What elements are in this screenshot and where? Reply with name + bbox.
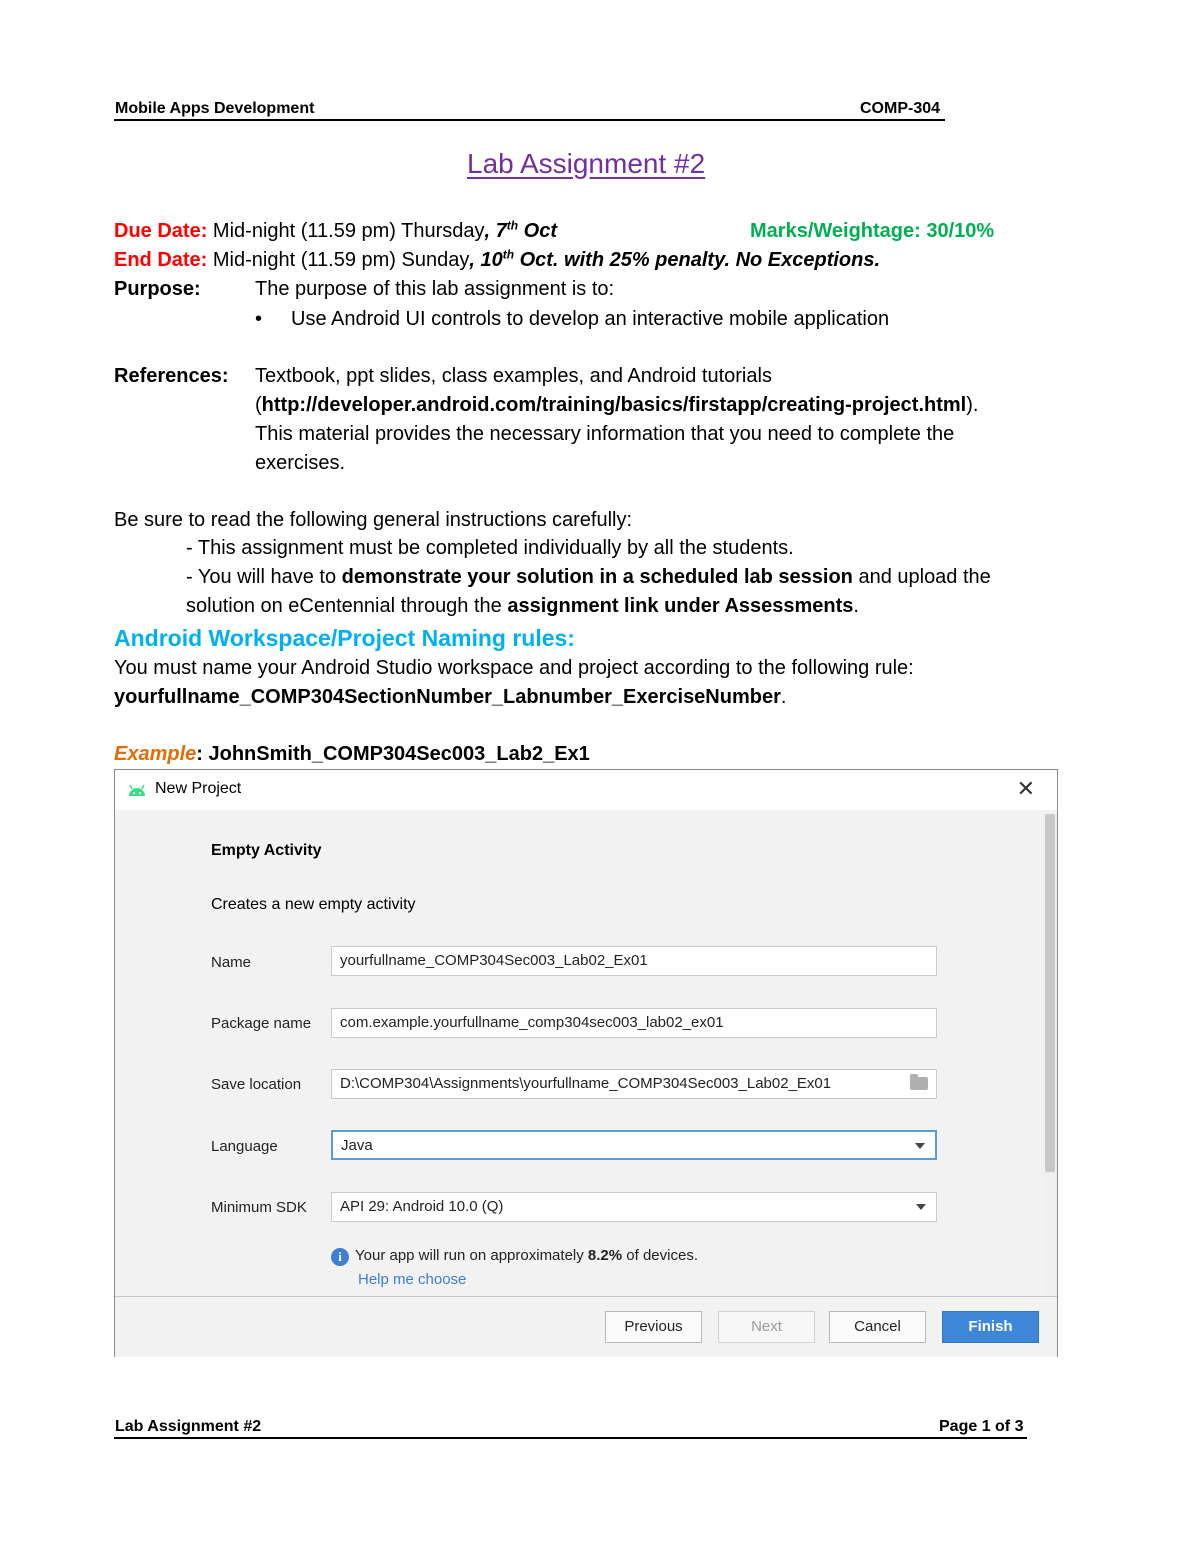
purpose-bullet: Use Android UI controls to develop an interactive mobile application bbox=[291, 308, 890, 330]
end-date-label: End Date: bbox=[114, 249, 208, 271]
page-title: Lab Assignment #2 bbox=[467, 148, 706, 179]
info-icon: i bbox=[331, 1248, 349, 1266]
name-field[interactable]: yourfullname_COMP304Sec003_Lab02_Ex01 bbox=[331, 946, 937, 976]
due-date-label: Due Date bbox=[114, 220, 201, 242]
language-label: Language bbox=[211, 1138, 278, 1155]
instructions-intro: Be sure to read the following general instructions carefully: bbox=[114, 509, 633, 531]
chevron-down-icon[interactable] bbox=[916, 1204, 926, 1210]
references-line4: exercises. bbox=[255, 452, 346, 474]
help-me-choose-link[interactable]: Help me choose bbox=[358, 1271, 467, 1288]
new-project-dialog bbox=[114, 769, 1058, 1357]
template-heading: Empty Activity bbox=[211, 842, 322, 859]
references-url[interactable]: http://developer.android.com/training/basics/firstapp/creating-project.html bbox=[261, 394, 967, 416]
scrollbar-thumb[interactable] bbox=[1045, 814, 1055, 1172]
naming-rule: yourfullname_COMP304SectionNumber_Labnumber_ExerciseNumber. bbox=[114, 686, 787, 708]
end-date-text: Mid-night (11.59 pm) Sunday bbox=[207, 249, 470, 271]
previous-button[interactable]: Previous bbox=[605, 1311, 702, 1343]
references-label: References: bbox=[114, 365, 229, 387]
due-date-text: Mid-night (11.59 pm) Thursday bbox=[207, 220, 485, 242]
purpose-label: Purpose: bbox=[114, 278, 201, 300]
dialog-titlebar bbox=[115, 770, 1057, 810]
bullet-dot: • bbox=[255, 308, 263, 330]
chevron-down-icon[interactable] bbox=[915, 1143, 925, 1149]
instructions-item-2-cont: solution on eCentennial through the assignment link under Assessments. bbox=[186, 595, 859, 617]
end-date-line: End Date: Mid-night (11.59 pm) Sunday, 10th Oct. with 25% penalty. No Exceptions. bbox=[114, 247, 881, 271]
name-label: Name bbox=[211, 954, 252, 971]
dialog-title: New Project bbox=[155, 780, 242, 797]
naming-heading: Android Workspace/Project Naming rules: bbox=[114, 625, 575, 651]
template-subtitle: Creates a new empty activity bbox=[211, 896, 416, 913]
minimum-sdk-select[interactable] bbox=[331, 1192, 937, 1222]
header-course-name: Mobile Apps Development bbox=[115, 100, 315, 117]
marks-weightage: Marks/Weightage: 30/10% bbox=[750, 220, 995, 242]
next-button[interactable]: Next bbox=[718, 1311, 815, 1343]
due-date-line: Due Date: Mid-night (11.59 pm) Thursday, 7th Oct bbox=[114, 218, 558, 242]
save-location-value: D:\COMP304\Assignments\yourfullname_COMP304Sec003_Lab02_Ex01 bbox=[340, 1075, 832, 1092]
close-icon[interactable]: ✕ bbox=[1016, 776, 1035, 801]
header-course-code: COMP-304 bbox=[860, 100, 941, 117]
header-rule bbox=[114, 119, 945, 121]
due-date-month: Oct bbox=[518, 220, 558, 242]
footer-rule bbox=[114, 1437, 1027, 1439]
example-label: Example bbox=[114, 743, 197, 765]
minimum-sdk-value: API 29: Android 10.0 (Q) bbox=[340, 1198, 504, 1215]
folder-icon[interactable] bbox=[910, 1077, 928, 1090]
minimum-sdk-label: Minimum SDK bbox=[211, 1199, 307, 1216]
instructions-item-2: - You will have to demonstrate your solution in a scheduled lab session and upload the bbox=[186, 566, 991, 588]
save-location-label: Save location bbox=[211, 1076, 302, 1093]
due-date-day: 7 bbox=[495, 220, 507, 242]
package-name-field[interactable]: com.example.yourfullname_comp304sec003_lab02_ex01 bbox=[331, 1008, 937, 1038]
finish-button[interactable]: Finish bbox=[942, 1311, 1039, 1343]
package-name-label: Package name bbox=[211, 1015, 312, 1032]
scrollbar[interactable] bbox=[1043, 810, 1057, 1296]
footer-page-number: Page 1 of 3 bbox=[939, 1418, 1024, 1435]
save-location-field[interactable] bbox=[331, 1069, 937, 1099]
dialog-body bbox=[115, 810, 1043, 1296]
references-line3: This material provides the necessary information that you need to complete the bbox=[255, 423, 955, 445]
language-value: Java bbox=[341, 1137, 373, 1154]
footer-left: Lab Assignment #2 bbox=[115, 1418, 262, 1435]
device-coverage-text: Your app will run on approximately 8.2% of devices. bbox=[355, 1247, 698, 1264]
cancel-button[interactable]: Cancel bbox=[829, 1311, 926, 1343]
references-url-line: (http://developer.android.com/training/basics/firstapp/creating-project.html). bbox=[255, 394, 979, 416]
instructions-item-1: - This assignment must be completed individually by all the students. bbox=[186, 537, 794, 559]
naming-text: You must name your Android Studio workspace and project according to the following rule: bbox=[114, 657, 914, 679]
purpose-text: The purpose of this lab assignment is to: bbox=[255, 278, 615, 300]
end-date-penalty: Oct. with 25% penalty. No Exceptions. bbox=[514, 249, 881, 271]
example-value: JohnSmith_COMP304Sec003_Lab2_Ex1 bbox=[208, 743, 590, 765]
references-line1: Textbook, ppt slides, class examples, and Android tutorials bbox=[255, 365, 772, 387]
example-line: Example: JohnSmith_COMP304Sec003_Lab2_Ex1 bbox=[114, 743, 590, 765]
android-icon bbox=[127, 782, 147, 798]
language-select[interactable] bbox=[331, 1130, 937, 1160]
